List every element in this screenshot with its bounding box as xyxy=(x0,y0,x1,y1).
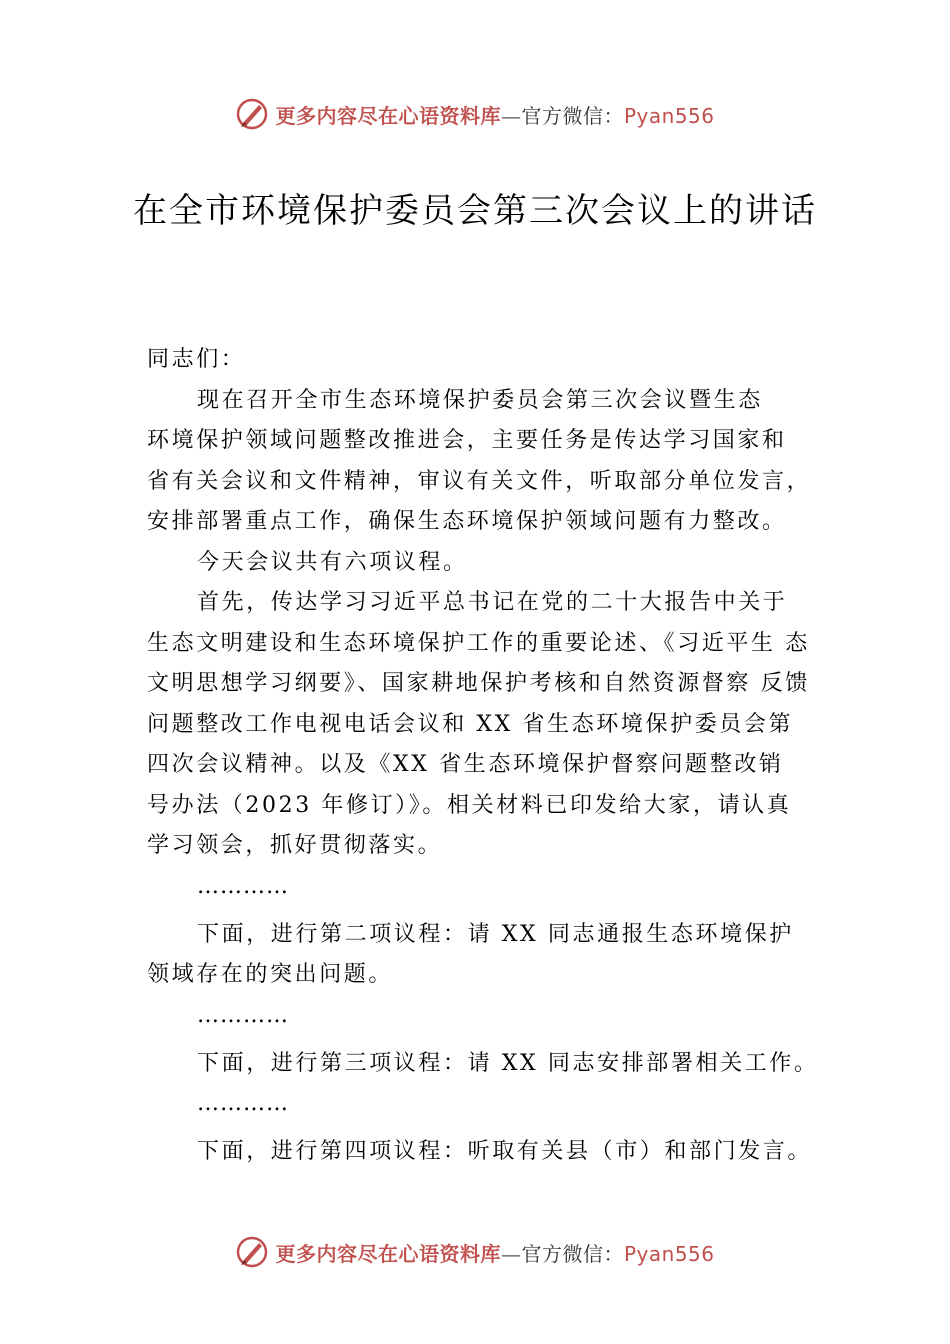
wechat-label: 官方微信： xyxy=(521,103,624,128)
paragraph-line: 生态文明建设和生态环境保护工作的重要论述、《习近平生 态 xyxy=(147,630,810,656)
pen-logo-icon xyxy=(235,1235,269,1269)
site-name: 更多内容尽在心语资料库 xyxy=(275,103,501,128)
salutation: 同志们： xyxy=(147,347,246,372)
header-banner xyxy=(0,94,950,134)
site-name: 更多内容尽在心语资料库 xyxy=(275,1241,501,1266)
document-body xyxy=(147,340,817,1173)
paragraph-line: 下面，进行第四项议程：听取有关县（市）和部门发言。 xyxy=(197,1139,813,1164)
document-title: 在全市环境保护委员会第三次会议上的讲话 xyxy=(133,191,817,231)
wechat-label: 官方微信： xyxy=(521,1241,624,1266)
paragraph-line: 学习领会，抓好贯彻落实。 xyxy=(147,833,443,858)
footer-banner xyxy=(0,1232,950,1272)
wechat-id: Pyan556 xyxy=(623,1241,715,1266)
pen-logo-icon xyxy=(235,97,269,131)
banner-separator: — xyxy=(500,103,522,128)
paragraph-line: 安排部署重点工作，确保生态环境保护领域问题有力整改。 xyxy=(147,509,787,534)
paragraph-line: 四次会议精神。以及《XX 省生态环境保护督察问题整改销 xyxy=(147,752,784,777)
wechat-id: Pyan556 xyxy=(623,103,715,128)
paragraph-line: 号办法（2023 年修订）》。相关材料已印发给大家，请认真 xyxy=(147,792,792,818)
paragraph-line: 省有关会议和文件精神，审议有关文件，听取部分单位发言， xyxy=(147,468,812,494)
paragraph-line: 文明思想学习纲要》、国家耕地保护考核和自然资源督察 反馈 xyxy=(147,671,810,696)
paragraph-line: 下面，进行第三项议程：请 XX 同志安排部署相关工作。 xyxy=(197,1050,819,1076)
paragraph-line: 环境保护领域问题整改推进会，主要任务是传达学习国家和 xyxy=(147,428,787,453)
paragraph-line: 领域存在的突出问题。 xyxy=(147,962,394,987)
paragraph-line: 下面，进行第二项议程：请 XX 同志通报生态环境保护 xyxy=(197,921,794,947)
ellipsis: ………… xyxy=(197,1091,289,1116)
ellipsis: ………… xyxy=(197,873,289,899)
banner-separator: — xyxy=(500,1241,522,1266)
paragraph-line: 问题整改工作电视电话会议和 XX 省生态环境保护委员会第 xyxy=(147,711,794,737)
ellipsis: ………… xyxy=(197,1002,289,1028)
paragraph-line: 现在召开全市生态环境保护委员会第三次会议暨生态 xyxy=(197,387,763,413)
paragraph-line: 首先，传达学习习近平总书记在党的二十大报告中关于 xyxy=(197,590,788,615)
paragraph-line: 今天会议共有六项议程。 xyxy=(197,549,468,575)
